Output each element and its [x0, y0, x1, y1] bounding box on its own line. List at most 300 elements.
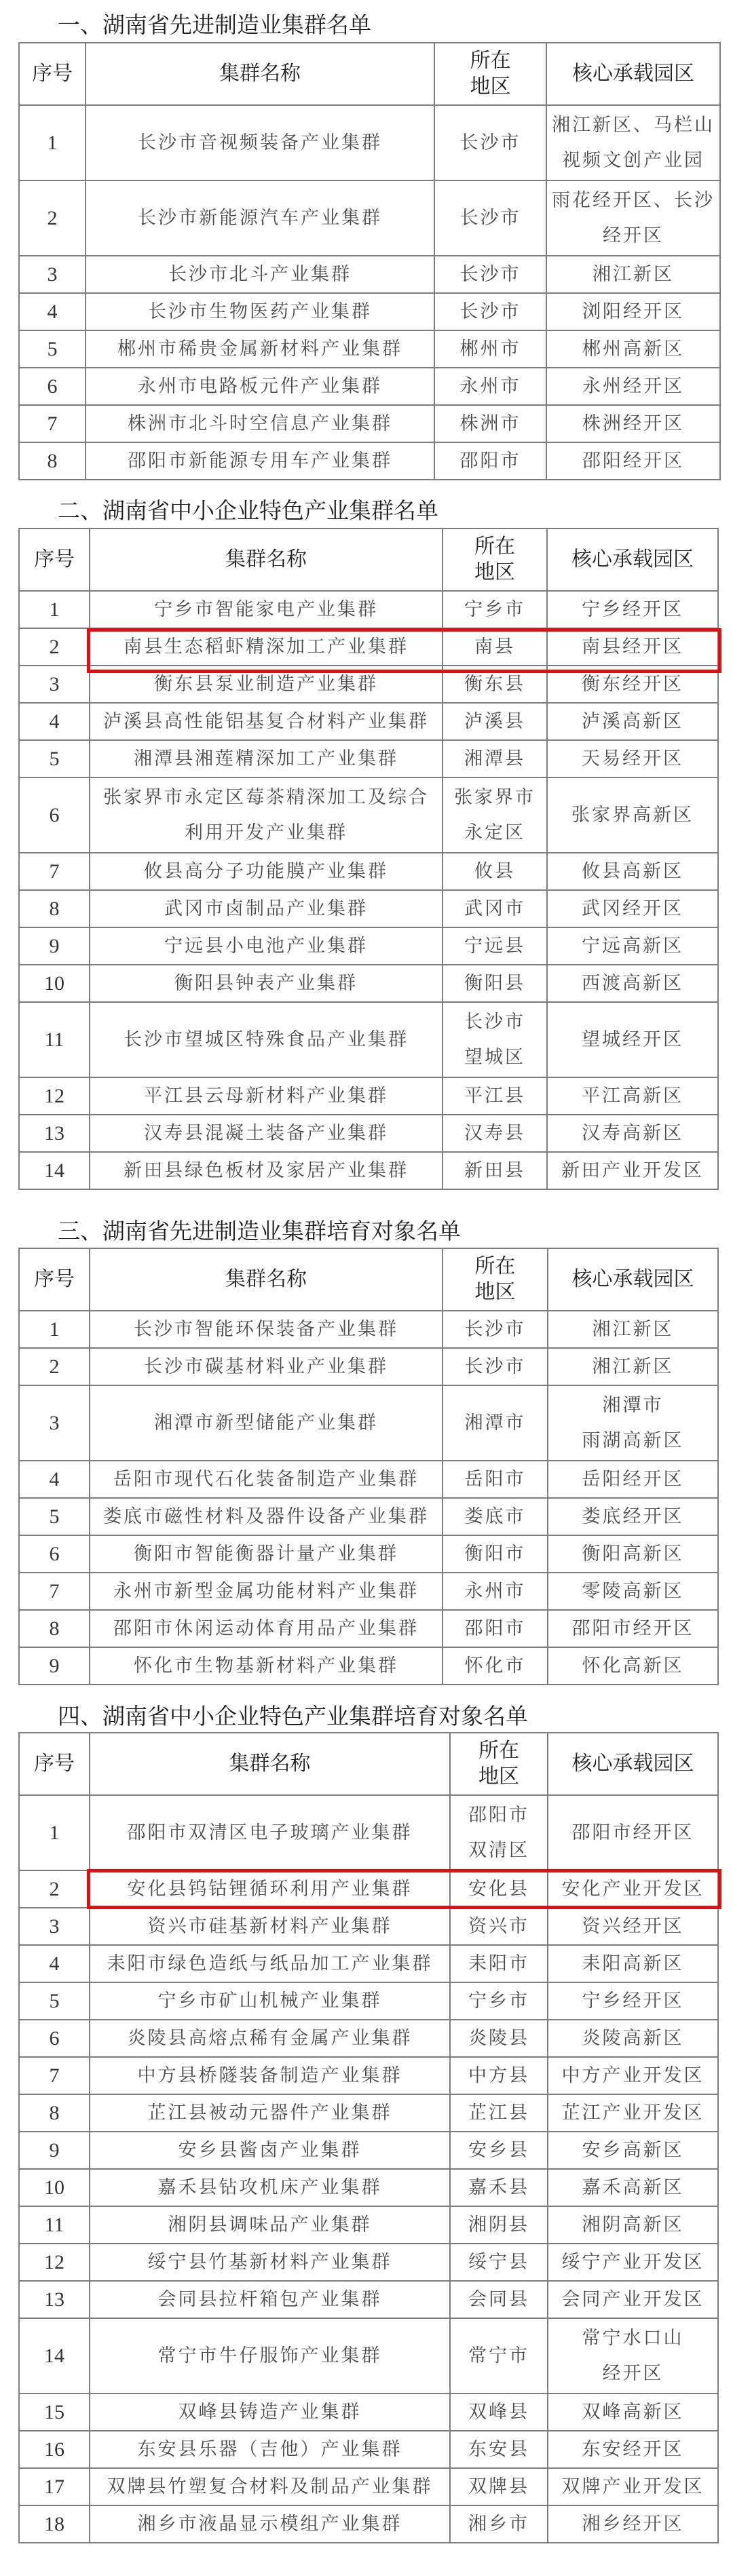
- row-core-park: [548, 1385, 718, 1461]
- row-core-park-line: 中方产业开发区: [561, 2064, 704, 2086]
- row-region: [434, 180, 546, 256]
- row-core-park-line: 绥宁产业开发区: [561, 2251, 704, 2273]
- row-region-line: 衡阳市: [464, 1543, 526, 1564]
- row-index: 1: [19, 1795, 90, 1870]
- row-region: [443, 1348, 548, 1385]
- row-region-line: 安乡县: [468, 2139, 529, 2161]
- row-region-line: 长沙市: [464, 1011, 525, 1033]
- row-cluster-name: [90, 2169, 450, 2206]
- row-region: [434, 330, 546, 368]
- row-core-park: [548, 2132, 718, 2169]
- row-cluster-name-line: 邵阳市双清区电子玻璃产业集群: [127, 1822, 413, 1843]
- row-cluster-name: [90, 2020, 450, 2057]
- row-cluster-name: [90, 591, 443, 628]
- row-core-park-line: 衡东经开区: [582, 673, 683, 695]
- table-row: [19, 666, 718, 703]
- row-region-line: 会同县: [468, 2288, 529, 2310]
- row-cluster-name: [90, 2132, 450, 2169]
- row-cluster-name-line: 双牌县竹塑复合材料及制品产业集群: [107, 2476, 433, 2497]
- row-cluster-name-line: 永州市新型金属功能材料产业集群: [113, 1580, 419, 1602]
- row-core-park: [548, 1348, 718, 1385]
- row-core-park: [547, 965, 718, 1002]
- table-row: [19, 1152, 718, 1189]
- table-row: [19, 2057, 718, 2094]
- row-index: 1: [19, 105, 86, 180]
- row-cluster-name-line: 长沙市望城区特殊食品产业集群: [124, 1029, 409, 1050]
- row-core-park: [548, 2431, 718, 2468]
- row-core-park: [548, 1908, 718, 1945]
- row-region: [450, 1870, 548, 1908]
- row-index: 4: [19, 1461, 90, 1498]
- table-row: [19, 965, 718, 1002]
- row-cluster-name: [90, 1077, 443, 1115]
- row-region-line: 衡东县: [464, 673, 525, 695]
- section-2-table: [18, 528, 719, 1190]
- table-row: [19, 1461, 718, 1498]
- row-index: 10: [19, 965, 90, 1002]
- row-region-line: 南县: [474, 636, 515, 657]
- table-row: [19, 927, 718, 965]
- row-cluster-name: [86, 330, 434, 368]
- row-region-line: 宁乡市: [464, 598, 525, 620]
- table-row: [19, 2394, 718, 2431]
- row-cluster-name-line: 怀化市生物基新材料产业集群: [134, 1655, 398, 1676]
- row-cluster-name: [90, 777, 443, 853]
- row-cluster-name: [90, 740, 443, 777]
- row-core-park: [547, 927, 718, 965]
- row-core-park: [547, 1152, 718, 1189]
- table-row: [19, 853, 718, 890]
- row-region-line: 湘阴县: [468, 2214, 529, 2235]
- row-cluster-name: [86, 293, 434, 330]
- table-row: [19, 1077, 718, 1115]
- row-region: [434, 368, 546, 405]
- row-cluster-name-line: 汉寿县混凝土装备产业集群: [144, 1122, 388, 1144]
- row-region: [434, 293, 546, 330]
- table-row: [19, 1647, 718, 1685]
- row-region-line: 攸县: [474, 860, 515, 882]
- row-index: 8: [19, 1610, 90, 1647]
- header-region: [443, 528, 547, 591]
- row-region-line: 长沙市: [459, 207, 521, 229]
- row-region: [450, 2132, 548, 2169]
- header-park: 核心承载园区: [547, 528, 718, 591]
- row-core-park-line: 湘阴高新区: [582, 2214, 684, 2235]
- row-index: 15: [19, 2394, 90, 2431]
- row-core-park: [547, 591, 718, 628]
- table-row: [19, 2094, 718, 2132]
- row-index: 14: [19, 1152, 90, 1189]
- table-row: [19, 405, 720, 442]
- row-core-park: [547, 890, 718, 927]
- row-core-park-line: 湘潭市: [602, 1394, 664, 1416]
- header-name: 集群名称: [90, 1733, 450, 1795]
- row-core-park: [548, 2020, 718, 2057]
- table-row: [19, 777, 718, 853]
- row-cluster-name-line: 芷江县被动元器件产业集群: [147, 2102, 392, 2123]
- table-row: [19, 1945, 718, 1982]
- row-core-park: [547, 666, 718, 703]
- row-core-park-line: 经开区: [602, 2362, 664, 2384]
- row-core-park: [547, 740, 718, 777]
- row-region-line: 双牌县: [468, 2476, 529, 2497]
- table-row: [19, 1795, 718, 1870]
- table-row: [19, 442, 720, 480]
- row-core-park: [548, 1795, 718, 1870]
- row-region: [443, 740, 547, 777]
- row-region-line: 绥宁县: [468, 2251, 529, 2273]
- header-name: 集群名称: [90, 528, 443, 591]
- row-core-park-line: 株洲经开区: [582, 412, 684, 434]
- row-core-park-line: 湘江新区: [593, 263, 674, 285]
- row-region-line: 湘潭市: [464, 1412, 526, 1434]
- row-region: [443, 1610, 548, 1647]
- row-cluster-name-line: 长沙市碳基材料业产业集群: [144, 1356, 388, 1377]
- header-region-line-1: 所在: [474, 535, 515, 558]
- row-index: 5: [19, 740, 90, 777]
- row-index: 3: [19, 1385, 90, 1461]
- row-cluster-name: [90, 628, 443, 666]
- row-cluster-name-line: 安化县钨钴锂循环利用产业集群: [127, 1878, 413, 1900]
- row-core-park: [548, 1647, 718, 1685]
- row-region: [443, 666, 547, 703]
- row-cluster-name: [90, 2318, 450, 2394]
- row-cluster-name-line: 长沙市智能环保装备产业集群: [134, 1318, 398, 1340]
- row-region: [450, 2020, 548, 2057]
- row-region-line: 湘乡市: [468, 2513, 529, 2535]
- table-header-row: [19, 528, 718, 591]
- row-core-park-line: 湘江新区、马栏山: [552, 114, 715, 136]
- row-region: [443, 703, 547, 740]
- row-cluster-name-line: 邵阳市新能源专用车产业集群: [128, 450, 392, 472]
- row-cluster-name: [90, 2244, 450, 2281]
- row-region: [443, 1461, 548, 1498]
- table-row: [19, 2468, 718, 2505]
- row-cluster-name: [86, 442, 434, 480]
- table-row: [19, 1870, 718, 1908]
- row-core-park: [546, 105, 720, 180]
- row-region-line: 邵阳市: [459, 450, 521, 472]
- row-cluster-name-line: 安乡县酱卤产业集群: [178, 2139, 362, 2161]
- table-row: [19, 256, 720, 293]
- row-region: [434, 256, 546, 293]
- row-cluster-name: [90, 2094, 450, 2132]
- row-cluster-name: [90, 1115, 443, 1152]
- table-row: [19, 105, 720, 180]
- row-cluster-name: [90, 1498, 443, 1535]
- row-index: 7: [19, 1573, 90, 1610]
- row-region: [434, 442, 546, 480]
- row-cluster-name-line: 湘乡市液晶显示模组产业集群: [137, 2513, 402, 2535]
- row-region-line: 汉寿县: [464, 1122, 525, 1144]
- row-region-line: 武冈市: [464, 898, 525, 919]
- row-index: 9: [19, 927, 90, 965]
- row-region-line: 永州市: [459, 375, 521, 397]
- row-region-line: 邵阳市: [468, 1804, 529, 1826]
- row-core-park: [548, 2468, 718, 2505]
- row-region-line: 泸溪县: [464, 710, 525, 732]
- row-core-park-line: 南县经开区: [582, 636, 683, 657]
- row-region: [443, 927, 547, 965]
- row-core-park-line: 雨湖高新区: [582, 1429, 684, 1451]
- table-row: [19, 1002, 718, 1077]
- row-cluster-name-line: 长沙市生物医药产业集群: [148, 301, 372, 322]
- row-region-line: 宁远县: [464, 935, 525, 957]
- row-core-park-line: 浏阳经开区: [582, 301, 684, 322]
- row-cluster-name: [86, 180, 434, 256]
- row-index: 7: [19, 2057, 90, 2094]
- row-index: 8: [19, 442, 86, 480]
- row-cluster-name: [90, 853, 443, 890]
- row-core-park: [548, 1498, 718, 1535]
- row-cluster-name-line: 湘潭市新型储能产业集群: [154, 1412, 378, 1434]
- row-region-line: 郴州市: [459, 338, 521, 360]
- table-row: [19, 330, 720, 368]
- row-region-line: 永定区: [464, 822, 525, 843]
- row-cluster-name-line: 常宁市牛仔服饰产业集群: [157, 2345, 382, 2366]
- table-row: [19, 2431, 718, 2468]
- row-core-park: [548, 2094, 718, 2132]
- table-row: [19, 703, 718, 740]
- row-index: 2: [19, 180, 86, 256]
- row-index: 1: [19, 591, 90, 628]
- row-core-park: [546, 256, 720, 293]
- row-region-line: 长沙市: [464, 1356, 526, 1377]
- row-cluster-name: [90, 2057, 450, 2094]
- row-core-park: [546, 442, 720, 480]
- row-core-park: [548, 1610, 718, 1647]
- row-core-park: [548, 1982, 718, 2020]
- table-row: [19, 1908, 718, 1945]
- row-index: 2: [19, 1348, 90, 1385]
- row-cluster-name: [90, 2394, 450, 2431]
- row-cluster-name-line: 湘阴县调味品产业集群: [168, 2214, 372, 2235]
- row-cluster-name: [90, 2468, 450, 2505]
- row-index: 13: [19, 1115, 90, 1152]
- row-region: [450, 2318, 548, 2394]
- row-cluster-name: [90, 1385, 443, 1461]
- row-region: [443, 1077, 547, 1115]
- row-region: [443, 591, 547, 628]
- row-core-park-line: 武冈经开区: [582, 898, 683, 919]
- row-region: [450, 1795, 548, 1870]
- row-region-line: 炎陵县: [468, 2027, 529, 2049]
- header-index: 序号: [19, 1733, 90, 1795]
- row-region: [443, 1311, 548, 1348]
- row-cluster-name-line: 株洲市北斗时空信息产业集群: [128, 412, 392, 434]
- row-index: 11: [19, 1002, 90, 1077]
- row-region: [450, 2505, 548, 2543]
- row-cluster-name-line: 邵阳市休闲运动体育用品产业集群: [113, 1617, 419, 1639]
- row-index: 1: [19, 1311, 90, 1348]
- row-index: 3: [19, 666, 90, 703]
- row-cluster-name: [90, 965, 443, 1002]
- row-region-line: 株洲市: [459, 412, 521, 434]
- row-region: [443, 777, 547, 853]
- row-core-park: [548, 2394, 718, 2431]
- row-cluster-name-line: 岳阳市现代石化装备制造产业集群: [113, 1468, 419, 1490]
- row-region: [450, 2468, 548, 2505]
- row-cluster-name-line: 湘潭县湘莲精深加工产业集群: [134, 748, 398, 769]
- section-1-table: [18, 42, 721, 480]
- row-index: 6: [19, 777, 90, 853]
- row-core-park-line: 攸县高新区: [582, 860, 683, 882]
- row-index: 2: [19, 1870, 90, 1908]
- row-region-line: 怀化市: [464, 1655, 526, 1676]
- row-region: [450, 2431, 548, 2468]
- row-cluster-name: [90, 1610, 443, 1647]
- row-region-line: 资兴市: [468, 1915, 529, 1937]
- row-cluster-name-line: 郴州市稀贵金属新材料产业集群: [117, 338, 402, 360]
- row-region: [450, 2244, 548, 2281]
- table-row: [19, 293, 720, 330]
- row-core-park-line: 湘江新区: [592, 1318, 674, 1340]
- row-core-park: [546, 330, 720, 368]
- row-cluster-name-line: 泸溪县高性能铝基复合材料产业集群: [103, 710, 429, 732]
- row-cluster-name: [90, 1461, 443, 1498]
- row-cluster-name: [90, 666, 443, 703]
- row-index: 12: [19, 1077, 90, 1115]
- row-region: [450, 2206, 548, 2244]
- row-region: [450, 1945, 548, 1982]
- row-index: 18: [19, 2505, 90, 2543]
- row-cluster-name-line: 平江县云母新材料产业集群: [144, 1085, 388, 1107]
- table-row: [19, 1115, 718, 1152]
- row-region: [450, 2169, 548, 2206]
- row-cluster-name-line: 会同县拉杆箱包产业集群: [157, 2288, 382, 2310]
- row-cluster-name-line: 永州市电路板元件产业集群: [138, 375, 382, 397]
- row-core-park: [548, 1535, 718, 1573]
- row-region-line: 永州市: [464, 1580, 526, 1602]
- row-index: 8: [19, 890, 90, 927]
- section-3-table: [18, 1248, 719, 1685]
- row-region: [450, 2281, 548, 2318]
- section-1-title: 一、湖南省先进制造业集群名单: [58, 12, 371, 38]
- row-core-park-line: 湘江新区: [592, 1356, 674, 1377]
- row-cluster-name-line: 衡东县泵业制造产业集群: [154, 673, 378, 695]
- row-core-park-line: 西渡高新区: [582, 972, 683, 994]
- row-index: 14: [19, 2318, 90, 2394]
- row-core-park-line: 邵阳市经开区: [571, 1822, 694, 1843]
- row-index: 8: [19, 2094, 90, 2132]
- row-core-park-line: 邵阳市经开区: [571, 1617, 694, 1639]
- row-core-park-line: 宁乡经开区: [582, 1990, 684, 2012]
- row-cluster-name-line: 长沙市北斗产业集群: [168, 263, 352, 285]
- header-park: 核心承载园区: [548, 1733, 718, 1795]
- header-name: 集群名称: [86, 43, 434, 105]
- row-cluster-name: [90, 1870, 450, 1908]
- row-core-park: [547, 1077, 718, 1115]
- table-header-row: [19, 1248, 718, 1311]
- row-cluster-name-line: 嘉禾县钻攻机床产业集群: [157, 2176, 382, 2198]
- header-region-line-2: 地区: [474, 1280, 516, 1304]
- row-region-line: 中方县: [468, 2064, 529, 2086]
- row-cluster-name-line: 衡阳县钟表产业集群: [174, 972, 358, 994]
- row-core-park: [546, 293, 720, 330]
- table-row: [19, 2281, 718, 2318]
- row-cluster-name: [90, 1647, 443, 1685]
- row-core-park: [547, 703, 718, 740]
- table-row: [19, 180, 720, 256]
- row-region: [450, 2057, 548, 2094]
- row-core-park: [548, 1311, 718, 1348]
- row-core-park: [548, 1870, 718, 1908]
- table-row: [19, 1348, 718, 1385]
- row-cluster-name-line: 宁远县小电池产业集群: [164, 935, 368, 957]
- row-core-park-line: 邵阳经开区: [582, 450, 684, 472]
- row-core-park: [548, 2244, 718, 2281]
- row-region-line: 张家界市: [454, 786, 535, 808]
- table-row: [19, 2169, 718, 2206]
- row-region: [434, 105, 546, 180]
- row-region: [443, 890, 547, 927]
- row-core-park: [548, 2505, 718, 2543]
- row-region-line: 新田县: [464, 1159, 525, 1181]
- row-cluster-name-line: 耒阳市绿色造纸与纸品加工产业集群: [107, 1953, 433, 1974]
- header-region-line-1: 所在: [470, 49, 511, 73]
- row-region-line: 平江县: [464, 1085, 525, 1107]
- row-core-park: [548, 1573, 718, 1610]
- row-region-line: 双清区: [468, 1839, 529, 1861]
- row-region-line: 长沙市: [459, 301, 521, 322]
- header-region-line-2: 地区: [478, 1765, 519, 1788]
- table-row: [19, 2244, 718, 2281]
- row-core-park-line: 视频文创产业园: [562, 149, 704, 171]
- row-index: 7: [19, 405, 86, 442]
- row-core-park-line: 经开区: [603, 225, 664, 246]
- row-cluster-name-line: 衡阳市智能衡器计量产业集群: [134, 1543, 398, 1564]
- row-region: [450, 1982, 548, 2020]
- row-region-line: 岳阳市: [464, 1468, 526, 1490]
- row-cluster-name: [90, 2505, 450, 2543]
- table-header-row: [19, 1733, 718, 1795]
- row-core-park-line: 双峰高新区: [582, 2401, 684, 2423]
- table-row: [19, 1573, 718, 1610]
- row-cluster-name: [90, 1535, 443, 1573]
- table-row: [19, 2020, 718, 2057]
- row-region-line: 长沙市: [459, 263, 521, 285]
- row-cluster-name: [90, 1311, 443, 1348]
- table-row: [19, 740, 718, 777]
- row-index: 4: [19, 293, 86, 330]
- row-core-park-line: 炎陵高新区: [582, 2027, 684, 2049]
- row-core-park: [547, 777, 718, 853]
- row-cluster-name: [90, 1945, 450, 1982]
- table-row: [19, 890, 718, 927]
- row-region: [434, 405, 546, 442]
- row-core-park: [548, 2169, 718, 2206]
- row-core-park-line: 雨花经开区、长沙: [552, 189, 715, 211]
- row-core-park-line: 会同产业开发区: [561, 2288, 704, 2310]
- row-cluster-name-line: 长沙市新能源汽车产业集群: [138, 207, 382, 229]
- row-cluster-name: [90, 2431, 450, 2468]
- row-region-line: 双峰县: [468, 2401, 529, 2423]
- row-core-park-line: 宁远高新区: [582, 935, 683, 957]
- header-index: 序号: [19, 43, 86, 105]
- row-cluster-name-line: 宁乡市智能家电产业集群: [154, 598, 378, 620]
- table-row: [19, 2505, 718, 2543]
- row-cluster-name: [86, 405, 434, 442]
- row-region: [443, 628, 547, 666]
- row-cluster-name: [86, 256, 434, 293]
- row-core-park: [547, 853, 718, 890]
- row-region-line: 望城区: [464, 1046, 525, 1068]
- row-core-park: [546, 405, 720, 442]
- row-region-line: 宁乡市: [468, 1990, 529, 2012]
- row-index: 9: [19, 2132, 90, 2169]
- row-region: [443, 1152, 547, 1189]
- row-index: 17: [19, 2468, 90, 2505]
